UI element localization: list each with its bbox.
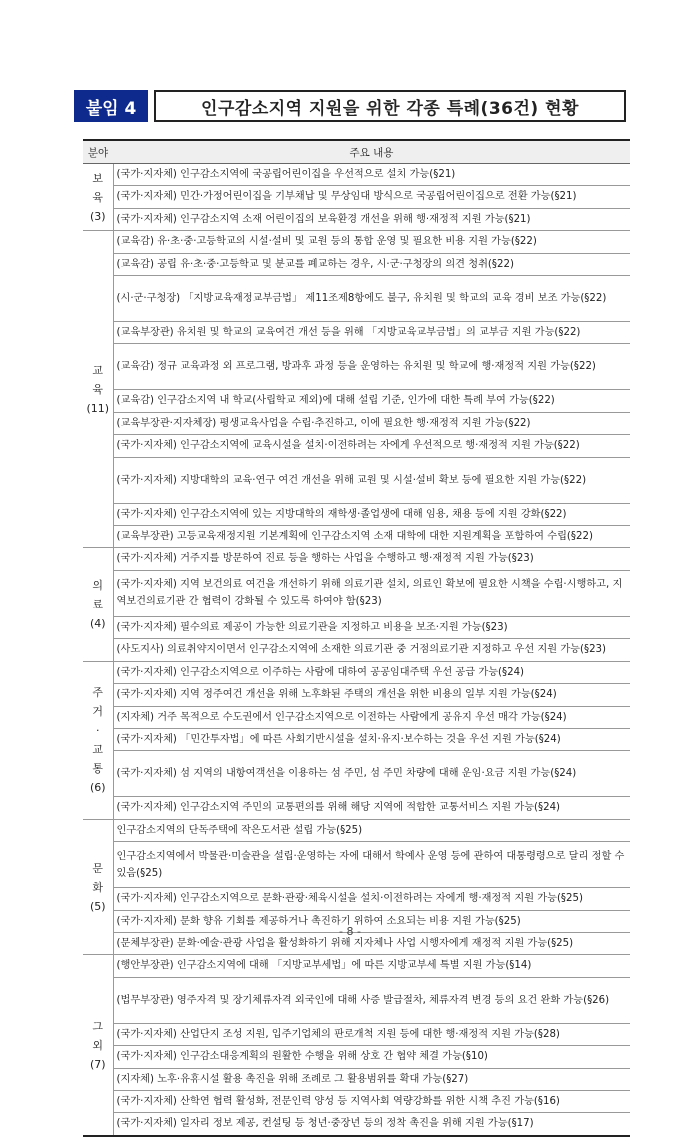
table-row: [83, 819, 630, 841]
table-row: [83, 751, 630, 797]
item-text: (국가·지자체) 거주지를 방문하여 진료 등을 행하는 사업을 수행하고 행·재정적 지원 가능(§23): [113, 548, 630, 570]
item-text: (국가·지자체) 인구감소지역에 교육시설을 설치·이전하려는 자에게 우선적으로 행·재정적 지원 가능(§22): [113, 435, 630, 457]
table-row: [83, 728, 630, 750]
table-row: [83, 526, 630, 548]
table-row: [83, 390, 630, 412]
category-label-char: (11): [86, 401, 110, 415]
category-cell: [83, 548, 113, 661]
table-row: [83, 253, 630, 275]
item-text: (국가·지자체) 인구감소지역 소재 어린이집의 보육환경 개선을 위해 행·재정적 지원 가능(§21): [113, 208, 630, 230]
table-row: [83, 186, 630, 208]
category-label-char: (6): [89, 781, 106, 795]
table-row: [83, 164, 630, 186]
table-row: [83, 661, 630, 683]
item-text: (국가·지자체) 산업단지 조성 지원, 입주기업체의 판로개척 지원 등에 대한 행·재정적 지원 가능(§28): [113, 1023, 630, 1045]
category-label-char: 육: [92, 382, 104, 396]
table-row: [83, 503, 630, 525]
table-row: [83, 706, 630, 728]
item-text: (국가·지자체) 인구감소지역에 국공립어린이집을 우선적으로 설치 가능(§21): [113, 164, 630, 186]
table-row: [83, 1068, 630, 1090]
table-row: [83, 322, 630, 344]
category-label-char: 거: [92, 705, 104, 719]
category-label-char: (7): [89, 1057, 106, 1071]
category-cell: [83, 164, 113, 231]
table-row: [83, 977, 630, 1023]
category-label-char: 의: [92, 579, 104, 593]
table-row: [83, 1046, 630, 1068]
item-text: (교육부장관) 유치원 및 학교의 교육여건 개선 등을 위해 「지방교육교부금법」의 교부금 지원 가능(§22): [113, 322, 630, 344]
category-label-char: 화: [92, 880, 104, 894]
title-row: [74, 90, 626, 122]
item-text: (법무부장관) 영주자격 및 장기체류자격 외국인에 대해 사증 발급절차, 체류자격 변경 등의 요건 완화 가능(§26): [113, 977, 630, 1023]
item-text: (교육부장관) 고등교육재정지원 기본계획에 인구감소지역 소재 대학에 대한 지원계획을 포함하여 수립(§22): [113, 526, 630, 548]
item-text: (국가·지자체) 인구감소지역 주민의 교통편의를 위해 해당 지역에 적합한 교통서비스 지원 가능(§24): [113, 797, 630, 819]
category-label-char: 문: [92, 861, 104, 875]
special-cases-table: [83, 139, 630, 1137]
table-header-row: [83, 140, 630, 164]
item-text: (교육감) 인구감소지역 내 학교(사립학교 제외)에 대해 설립 기준, 인가에 대한 특례 부여 가능(§22): [113, 390, 630, 412]
page-title: 인구감소지역 지원을 위한 각종 특례(36건) 현황: [154, 90, 626, 122]
table-row: [83, 1023, 630, 1045]
category-label-char: 육: [92, 190, 104, 204]
table-row: [83, 616, 630, 638]
item-text: 인구감소지역에서 박물관·미술관을 설립·운영하는 자에 대해서 학예사 운영 등에 관하여 대통령령으로 달리 정할 수 있음(§25): [113, 842, 630, 888]
table-row: [83, 1090, 630, 1112]
item-text: (국가·지자체) 인구감소대응계획의 원활한 수행을 위해 상호 간 협약 체결 가능(§10): [113, 1046, 630, 1068]
table-row: [83, 276, 630, 322]
item-text: (국가·지자체) 지역 보건의료 여건을 개선하기 위해 의료기관 설치, 의료인 확보에 필요한 시책을 수립·시행하고, 지역보건의료기관 간 협력이 강화될 수 있도록 하여야 함(§23): [113, 570, 630, 616]
item-text: (국가·지자체) 「민간투자법」에 따른 사회기반시설을 설치·유지·보수하는 것을 우선 지원 가능(§24): [113, 728, 630, 750]
table-row: [83, 435, 630, 457]
table-row: [83, 842, 630, 888]
attachment-badge: 붙임 4: [74, 90, 148, 122]
item-text: (교육감) 공립 유·초·중·고등학교 및 분교를 폐교하는 경우, 시·군·구청장의 의견 청취(§22): [113, 253, 630, 275]
table-row: [83, 344, 630, 390]
item-text: (교육감) 정규 교육과정 외 프로그램, 방과후 과정 등을 운영하는 유치원 및 학교에 행·재정적 지원 가능(§22): [113, 344, 630, 390]
category-label-char: ·: [96, 724, 100, 738]
header-category: 분야: [83, 140, 113, 164]
item-text: (행안부장관) 인구감소지역에 대해 「지방교부세법」에 따른 지방교부세 특별 지원 가능(§14): [113, 955, 630, 977]
table-row: [83, 231, 630, 253]
item-text: (국가·지자체) 인구감소지역으로 이주하는 사람에 대하여 공공임대주택 우선 공급 가능(§24): [113, 661, 630, 683]
category-label-char: 료: [92, 598, 104, 612]
item-text: (국가·지자체) 산학연 협력 활성화, 전문인력 양성 등 지역사회 역량강화를 위한 시책 추진 가능(§16): [113, 1090, 630, 1112]
table-row: [83, 570, 630, 616]
category-cell: [83, 955, 113, 1136]
table-row: [83, 684, 630, 706]
table-row: [83, 208, 630, 230]
category-cell: [83, 231, 113, 548]
item-text: (문체부장관) 문화·예술·관광 사업을 활성화하기 위해 지자체나 사업 시행자에게 재정적 지원 가능(§25): [113, 932, 630, 954]
item-text: (지자체) 거주 목적으로 수도권에서 인구감소지역으로 이전하는 사람에게 공유지 우선 매각 가능(§24): [113, 706, 630, 728]
item-text: (국가·지자체) 지방대학의 교육·연구 여건 개선을 위해 교원 및 시설·설비 확보 등에 필요한 지원 가능(§22): [113, 457, 630, 503]
item-text: (국가·지자체) 민간·가정어린이집을 기부채납 및 무상임대 방식으로 국공립어린이집으로 전환 가능(§21): [113, 186, 630, 208]
category-label-char: 교: [92, 743, 104, 757]
category-label-char: (5): [89, 899, 106, 913]
item-text: (국가·지자체) 일자리 정보 제공, 컨설팅 등 청년·중장년 등의 정착 촉진을 위해 지원 가능(§17): [113, 1113, 630, 1136]
category-label-char: (4): [89, 617, 106, 631]
item-text: (사도지사) 의료취약지이면서 인구감소지역에 소재한 의료기관 중 거점의료기관 지정하고 우선 지원 가능(§23): [113, 639, 630, 661]
item-text: (지자체) 노후·유휴시설 활용 촉진을 위해 조례로 그 활용범위를 확대 가능(§27): [113, 1068, 630, 1090]
item-text: (국가·지자체) 문화 향유 기회를 제공하거나 촉진하기 위하여 소요되는 비용 지원 가능(§25): [113, 910, 630, 932]
item-text: (국가·지자체) 섬 지역의 내항여객선을 이용하는 섬 주민, 섬 주민 차량에 대해 운임·요금 지원 가능(§24): [113, 751, 630, 797]
item-text: (시·군·구청장) 「지방교육재정교부금법」 제11조제8항에도 불구, 유치원 및 학교의 교육 경비 보조 가능(§22): [113, 276, 630, 322]
category-label-char: 교: [92, 363, 104, 377]
item-text: (국가·지자체) 인구감소지역에 있는 지방대학의 재학생·졸업생에 대해 임용, 채용 등에 지원 강화(§22): [113, 503, 630, 525]
item-text: (교육감) 유·초·중·고등학교의 시설·설비 및 교원 등의 통합 운영 및 필요한 비용 지원 가능(§22): [113, 231, 630, 253]
category-label-char: 통: [92, 762, 104, 776]
table-row: [83, 548, 630, 570]
table-row: [83, 412, 630, 434]
item-text: (국가·지자체) 필수의료 제공이 가능한 의료기관을 지정하고 비용을 보조·지원 가능(§23): [113, 616, 630, 638]
table-row: [83, 955, 630, 977]
item-text: (국가·지자체) 인구감소지역으로 문화·관광·체육시설을 설치·이전하려는 자에게 행·재정적 지원 가능(§25): [113, 888, 630, 910]
category-label-char: 그: [92, 1019, 104, 1033]
category-label-char: (3): [89, 209, 106, 223]
header-content: 주요 내용: [113, 140, 630, 164]
page-number: - 8 -: [339, 925, 361, 938]
table-row: [83, 797, 630, 819]
table-row: [83, 457, 630, 503]
category-label-char: 외: [92, 1038, 104, 1052]
category-label-char: 보: [92, 171, 104, 185]
category-cell: [83, 661, 113, 819]
table-row: [83, 888, 630, 910]
table-row: [83, 1113, 630, 1136]
item-text: (교육부장관·지자체장) 평생교육사업을 수립·추진하고, 이에 필요한 행·재정적 지원 가능(§22): [113, 412, 630, 434]
category-label-char: 주: [92, 686, 104, 700]
item-text: (국가·지자체) 지역 정주여건 개선을 위해 노후화된 주택의 개선을 위한 비용의 일부 지원 가능(§24): [113, 684, 630, 706]
item-text: 인구감소지역의 단독주택에 작은도서관 설립 가능(§25): [113, 819, 630, 841]
table-row: [83, 639, 630, 661]
